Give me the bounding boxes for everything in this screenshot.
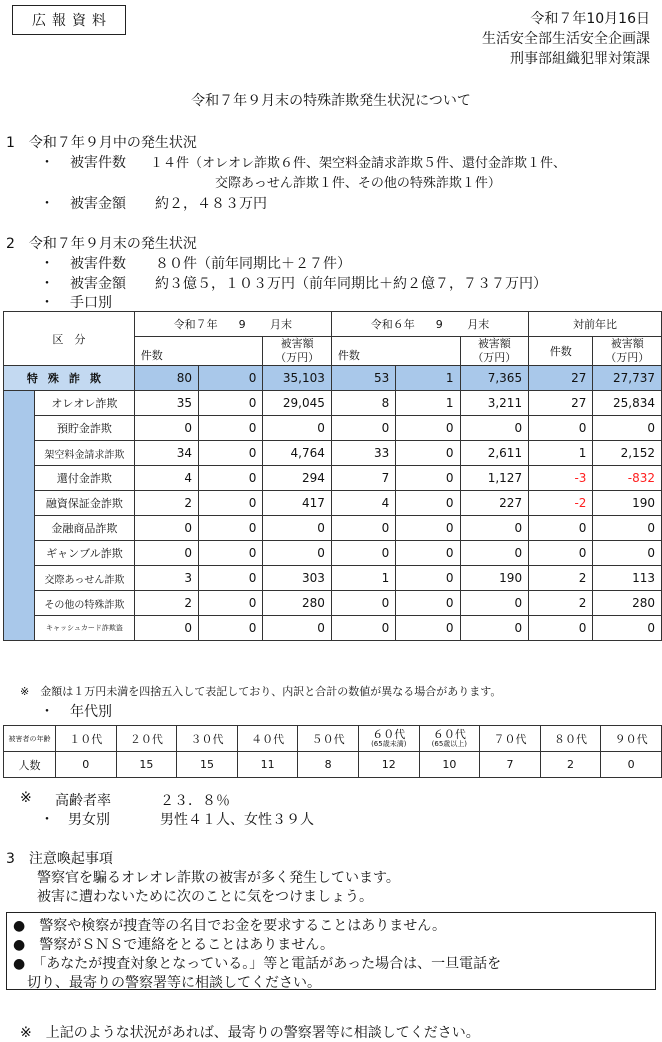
cell-value: 0 [529,616,593,641]
cell-value: 0 [199,566,263,591]
table-row [4,616,662,641]
age-count: 0 [56,752,117,778]
section3-line2: 被害に遭わないために次のことに気をつけましょう。 [37,889,373,905]
method-label: オレオレ詐欺 [35,391,135,416]
age-count: 11 [237,752,298,778]
cell-value: 0 [396,466,460,491]
count-row-header: 人数 [4,752,56,778]
cell-value: 2 [529,566,593,591]
cell-value: 280 [593,591,662,616]
method-label: 預貯金詐欺 [35,416,135,441]
cell-value: 2 [134,491,198,516]
bullet: ・ [40,276,54,292]
method-label: 還付金詐欺 [35,466,135,491]
cell-value: 0 [263,416,332,441]
header-category: 区 分 [4,312,135,366]
section1-heading: 1 令和７年９月中の発生状況 [6,135,197,151]
bullet: ・ [40,256,54,272]
header-cases-current: 件数 [134,337,263,366]
cell-value: 4,764 [263,441,332,466]
cell-value: 190 [460,566,529,591]
method-label: 架空料金請求詐欺 [35,441,135,466]
method-label: ギャンブル詐欺 [35,541,135,566]
cell-value: 0 [331,616,395,641]
cell-value: 27 [529,391,593,416]
header-damage-prev: 被害額 （万円） [460,337,529,366]
table-row [4,516,662,541]
table-row [4,391,662,416]
cell-value: 1 [396,391,460,416]
section2-method-label: 手口別 [70,295,112,311]
cell-value: 113 [593,566,662,591]
cell-value: 35 [134,391,198,416]
age-bracket: ８０代 [540,726,601,752]
cell-value: 0 [199,441,263,466]
cell-value: 0 [199,541,263,566]
cell-value: 3 [134,566,198,591]
section2-cases-value: ８０件（前年同期比＋２７件） [155,256,351,272]
rounding-note: ※ 金額は１万円未満を四捨五入して表記しており、内訳と合計の数値が異なる場合があります。 [20,685,502,698]
warning-item: ● 警察がＳＮＳで連絡をとることはありません。 [13,937,335,953]
cell-value: 0 [396,566,460,591]
bullet: ・ [40,295,54,311]
section1-cases-cont: 交際あっせん詐欺１件、その他の特殊詐欺１件） [215,176,501,191]
cell-value: 0 [199,616,263,641]
cell-value: 2 [529,591,593,616]
cell-value: 0 [396,516,460,541]
section1-amount-label: 被害金額 [70,196,126,212]
cell-value: 0 [593,416,662,441]
cell-value: 0 [593,516,662,541]
header-damage-current: 被害額 （万円） [263,337,332,366]
cell-value: 0 [263,516,332,541]
cell-value: 1 [529,441,593,466]
cell-value: 0 [199,391,263,416]
age-count: 15 [177,752,238,778]
age-table [3,725,662,778]
cell-value: 0 [396,441,460,466]
header-cases-compare: 件数 [529,337,593,366]
header-cases-prev: 件数 [331,337,460,366]
cell-value: 303 [263,566,332,591]
age-row-header: 被害者の年齢 [4,726,56,752]
bullet: ・ [40,812,54,828]
cell-value: 4 [331,491,395,516]
cell-value: 0 [529,416,593,441]
cell-value: 1,127 [460,466,529,491]
cell-value: 0 [396,416,460,441]
gender-label: 男女別 [68,812,110,828]
table-row-total: 特殊詐欺 80 0 35,103 53 1 7,365 27 27,737 [4,366,662,391]
age-bracket: ６０代 (65歳以上) [419,726,480,752]
cell-value: 0 [331,516,395,541]
table-row [4,566,662,591]
document-title: 令和７年９月末の特殊詐欺発生状況について [191,93,471,109]
method-table [3,311,662,641]
elderly-rate-value: ２３．８％ [160,793,230,809]
cell-value: 0 [199,491,263,516]
table-row [4,441,662,466]
age-count: 8 [298,752,359,778]
bullet: ・ [40,704,54,720]
cell-value: 0 [263,541,332,566]
cell-value: 7 [331,466,395,491]
method-label: その他の特殊詐欺 [35,591,135,616]
header-previous-period: 令和６年 9 月末 [331,312,528,337]
cell-value: 1 [331,566,395,591]
cell-value: 0 [199,591,263,616]
section1-cases-label: 被害件数 [70,155,126,171]
footer-note: ※ 上記のような状況があれば、最寄りの警察署等に相談してください。 [20,1025,480,1041]
table-row [4,416,662,441]
cell-value: 0 [199,516,263,541]
header-compare: 対前年比 [529,312,662,337]
table-row [4,466,662,491]
cell-value: 33 [331,441,395,466]
age-count: 2 [540,752,601,778]
header-damage-compare: 被害額 （万円） [593,337,662,366]
cell-value: 25,834 [593,391,662,416]
cell-value: 0 [460,416,529,441]
section2-amount-value: 約３億５，１０３万円（前年同期比＋約２億７，７３７万円） [155,276,547,292]
cell-value: 34 [134,441,198,466]
cell-value: 417 [263,491,332,516]
age-count: 15 [116,752,177,778]
age-bracket: １０代 [56,726,117,752]
cell-value: 0 [331,591,395,616]
warning-item: ● 警察や検察が捜査等の名目でお金を要求することはありません。 [13,918,447,934]
cell-value: 2 [134,591,198,616]
section1-amount-value: 約２，４８３万円 [155,196,267,212]
section2-cases-label: 被害件数 [70,256,126,272]
cell-value: 0 [593,616,662,641]
age-bracket: ９０代 [601,726,662,752]
age-count: 10 [419,752,480,778]
cell-value: 227 [460,491,529,516]
elderly-mark: ※ [20,790,32,806]
department-1: 生活安全部生活安全企画課 [482,31,650,47]
cell-value: 0 [263,616,332,641]
release-date: 令和７年10月16日 [530,11,650,27]
cell-value: 0 [134,516,198,541]
age-bracket: ６０代 (65歳未満) [358,726,419,752]
age-section-label: 年代別 [70,704,112,720]
age-count: 12 [358,752,419,778]
method-label: 金融商品詐欺 [35,516,135,541]
cell-value: 0 [460,591,529,616]
cell-value: 0 [396,541,460,566]
age-bracket: ４０代 [237,726,298,752]
table-row [4,541,662,566]
age-bracket: ３０代 [177,726,238,752]
cell-value: 0 [460,541,529,566]
cell-value: 190 [593,491,662,516]
age-bracket: ７０代 [480,726,541,752]
elderly-rate-label: 高齢者率 [55,793,111,809]
cell-value: 0 [593,541,662,566]
cell-value: 0 [396,491,460,516]
cell-value: 0 [134,416,198,441]
cell-value: 0 [134,541,198,566]
section2-heading: 2 令和７年９月末の発生状況 [6,236,197,252]
cell-value: -3 [529,466,593,491]
press-release-label: 広報資料 [12,5,126,35]
cell-value: 280 [263,591,332,616]
cell-value: 0 [396,616,460,641]
section2-amount-label: 被害金額 [70,276,126,292]
age-count: 0 [601,752,662,778]
cell-value: 0 [199,416,263,441]
section1-cases-value: １４件（オレオレ詐欺６件、架空料金請求詐欺５件、還付金詐欺１件、 [150,156,567,171]
gender-value: 男性４１人、女性３９人 [160,812,314,828]
cell-value: 0 [460,616,529,641]
cell-value: 4 [134,466,198,491]
cell-value: 0 [331,416,395,441]
warning-item: 切り、最寄りの警察署等に相談してください。 [13,975,321,991]
method-label: 交際あっせん詐欺 [35,566,135,591]
method-label: 融資保証金詐欺 [35,491,135,516]
method-label: キャッシュカード詐欺盗 [35,616,135,641]
age-count: 7 [480,752,541,778]
cell-value: 0 [134,616,198,641]
cell-value: 2,611 [460,441,529,466]
table-row [4,491,662,516]
cell-value: 0 [529,541,593,566]
cell-value: 3,211 [460,391,529,416]
department-2: 刑事部組織犯罪対策課 [510,51,650,67]
cell-value: 29,045 [263,391,332,416]
cell-value: 0 [396,591,460,616]
bullet: ・ [40,155,54,171]
cell-value: -2 [529,491,593,516]
cell-value: 0 [460,516,529,541]
cell-value: 0 [331,541,395,566]
cell-value: 8 [331,391,395,416]
warning-box [6,912,656,990]
bullet: ・ [40,196,54,212]
cell-value: 2,152 [593,441,662,466]
warning-item: ● 「あなたが捜査対象となっている。」等と電話があった場合は、一旦電話を [13,956,502,972]
table-row [4,591,662,616]
age-bracket: ５０代 [298,726,359,752]
header-current-period: 令和７年 9 月末 [134,312,331,337]
age-bracket: ２０代 [116,726,177,752]
section3-heading: 3 注意喚起事項 [6,851,113,867]
cell-value: -832 [593,466,662,491]
category-group-bar [4,391,35,641]
cell-value: 294 [263,466,332,491]
section3-line1: 警察官を騙るオレオレ詐欺の被害が多く発生しています。 [37,870,400,886]
cell-value: 0 [529,516,593,541]
cell-value: 0 [199,466,263,491]
